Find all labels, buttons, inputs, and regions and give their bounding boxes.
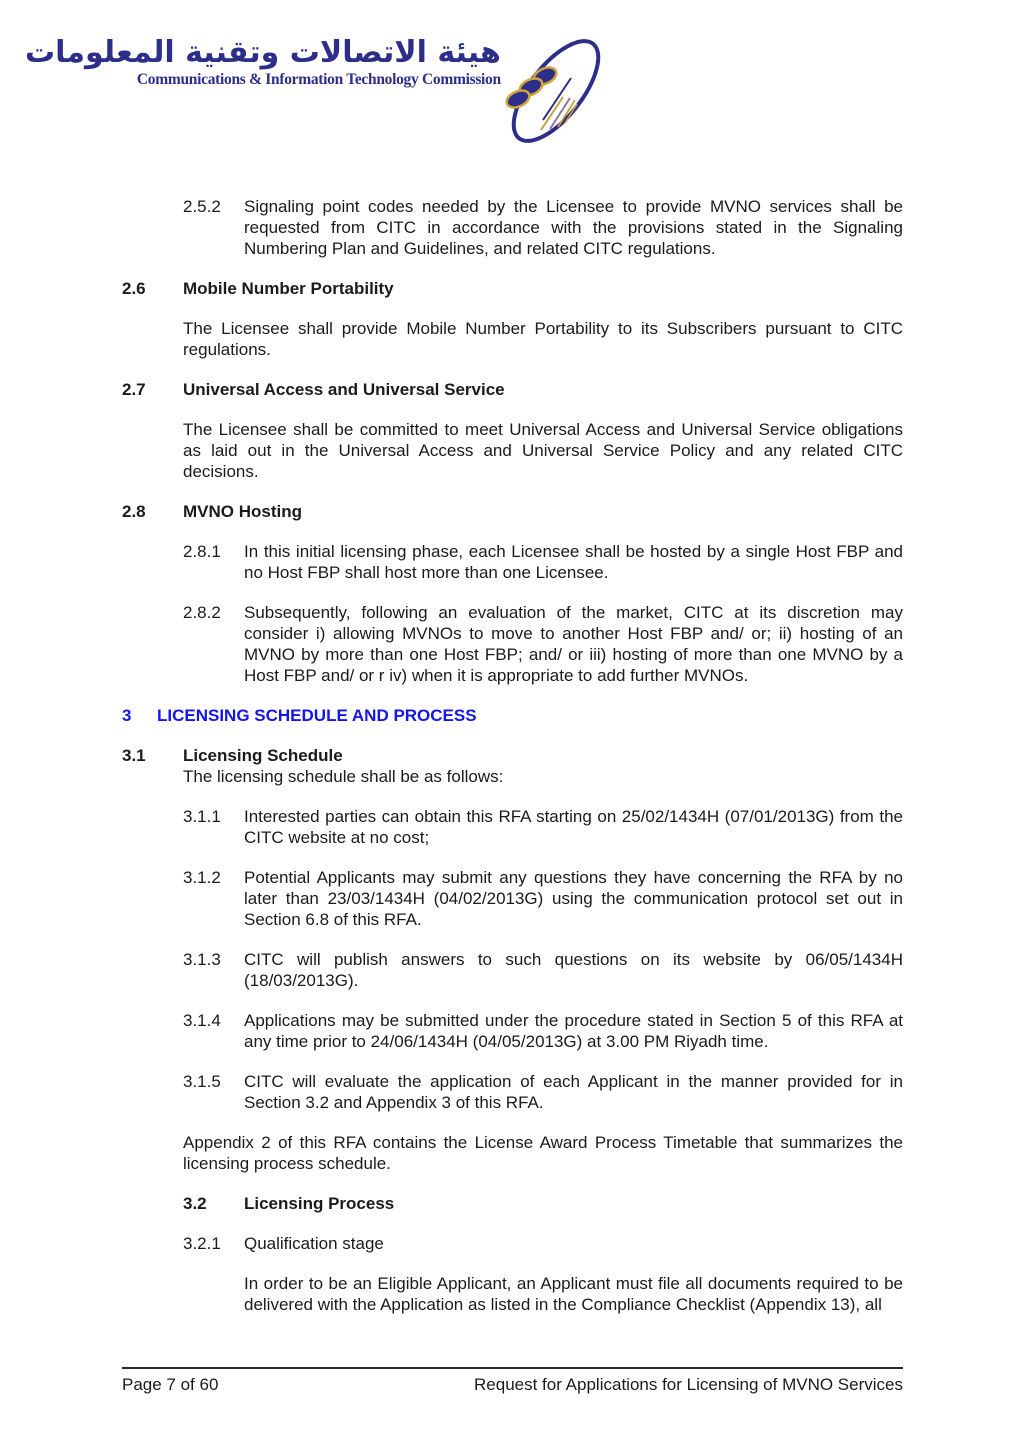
clause-2-8-2 (183, 602, 903, 686)
clause-number: 2.8.1 (183, 542, 221, 561)
heading-number: 2.7 (122, 380, 146, 399)
heading-text: LICENSING SCHEDULE AND PROCESS (157, 706, 477, 725)
clause-number: 3.1.2 (183, 868, 221, 887)
heading-number: 3.2 (183, 1194, 207, 1213)
clause-3-1-4 (183, 1010, 903, 1052)
clause-number: 3.1.4 (183, 1011, 221, 1030)
citc-logo-english-title: Communications & Information Technology Commission (136, 71, 501, 88)
clause-number: 3.1.5 (183, 1072, 221, 1091)
clause-number: 2.8.2 (183, 603, 221, 622)
heading-text: Mobile Number Portability (183, 279, 394, 298)
citc-logo (25, 36, 608, 155)
heading-text: MVNO Hosting (183, 502, 302, 521)
clause-3-2-1 (183, 1233, 903, 1254)
clause-text: Signaling point codes needed by the Licensee to provide MVNO services shall be requested from CITC in accordance with the provisions stated in the Signaling Numbering Plan and Guidelines, and related CITC regulations. (244, 197, 903, 258)
clause-2-8-1 (183, 541, 903, 583)
heading-3-1 (122, 745, 903, 787)
clause-3-1-2 (183, 867, 903, 930)
clause-text: Interested parties can obtain this RFA starting on 25/02/1434H (07/01/2013G) from the CITC website at no cost; (244, 807, 903, 847)
heading-2-7 (122, 379, 903, 400)
clause-number: 3.2.1 (183, 1234, 221, 1253)
clause-text: Potential Applicants may submit any questions they have concerning the RFA by no later than 23/03/1434H (04/02/2013G) using the communication protocol set out in Section 6.8 of this RFA. (244, 868, 903, 929)
clause-number: 3.1.1 (183, 807, 221, 826)
clause-text: Applications may be submitted under the procedure stated in Section 5 of this RFA at any time prior to 24/06/1434H (04/05/2013G) at 3.00 PM Riyadh time. (244, 1011, 903, 1051)
heading-2-8 (122, 501, 903, 522)
heading-text: Licensing Schedule (183, 746, 343, 765)
paragraph-3-2-1: In order to be an Eligible Applicant, an Applicant must file all documents required to be delivered with the Application as listed in the Compliance Checklist (Appendix 13), all (244, 1274, 903, 1314)
clause-number: 2.5.2 (183, 197, 221, 216)
citc-logo-text (25, 36, 501, 90)
page-footer (122, 1367, 903, 1395)
clause-3-1-1 (183, 806, 903, 848)
heading-number: 2.8 (122, 502, 146, 521)
paragraph-2-7: The Licensee shall be committed to meet Universal Access and Universal Service obligations as laid out in the Universal Access and Universal Service Policy and any related CITC decisions. (183, 420, 903, 481)
clause-3-1-5 (183, 1071, 903, 1113)
heading-2-6 (122, 278, 903, 299)
clause-number: 3.1.3 (183, 950, 221, 969)
heading-3 (122, 705, 903, 726)
heading-text: Universal Access and Universal Service (183, 380, 505, 399)
citc-ellipse-logo-icon (503, 34, 608, 155)
clause-text: CITC will publish answers to such questions on its website by 06/05/1434H (18/03/2013G). (244, 950, 903, 990)
citc-logo-arabic-title: هيئة الاتصالات وتقنية المعلومات (25, 35, 501, 70)
clause-text: CITC will evaluate the application of each Applicant in the manner provided for in Section 3.2 and Appendix 3 of this RFA. (244, 1072, 903, 1112)
paragraph-2-6: The Licensee shall provide Mobile Number Portability to its Subscribers pursuant to CITC regulations. (183, 319, 903, 359)
heading-subtext: The licensing schedule shall be as follows: (183, 767, 504, 786)
heading-text: Licensing Process (244, 1194, 395, 1213)
heading-number: 3.1 (122, 746, 146, 765)
document-body (122, 196, 903, 1334)
clause-text: In this initial licensing phase, each Licensee shall be hosted by a single Host FBP and no Host FBP shall host more than one Licensee. (244, 542, 903, 582)
heading-number: 2.6 (122, 279, 146, 298)
clause-text: Subsequently, following an evaluation of the market, CITC at its discretion may consider i) allowing MVNOs to move to another Host FBP and/ or; ii) hosting of an MVNO by more than one Host FBP; and/ or iii) hosting of more than one MVNO by a Host FBP and/ or r iv) when it is appropriate to add further MVNOs. (244, 603, 903, 685)
clause-text: Qualification stage (244, 1234, 384, 1253)
heading-number: 3 (122, 706, 132, 725)
paragraph-appendix-2: Appendix 2 of this RFA contains the License Award Process Timetable that summarizes the licensing process schedule. (183, 1133, 903, 1173)
clause-3-1-3 (183, 949, 903, 991)
heading-3-2 (183, 1193, 903, 1214)
footer-page-number: Page 7 of 60 (122, 1375, 219, 1394)
footer-document-title: Request for Applications for Licensing of MVNO Services (474, 1375, 903, 1394)
clause-2-5-2 (183, 196, 903, 259)
